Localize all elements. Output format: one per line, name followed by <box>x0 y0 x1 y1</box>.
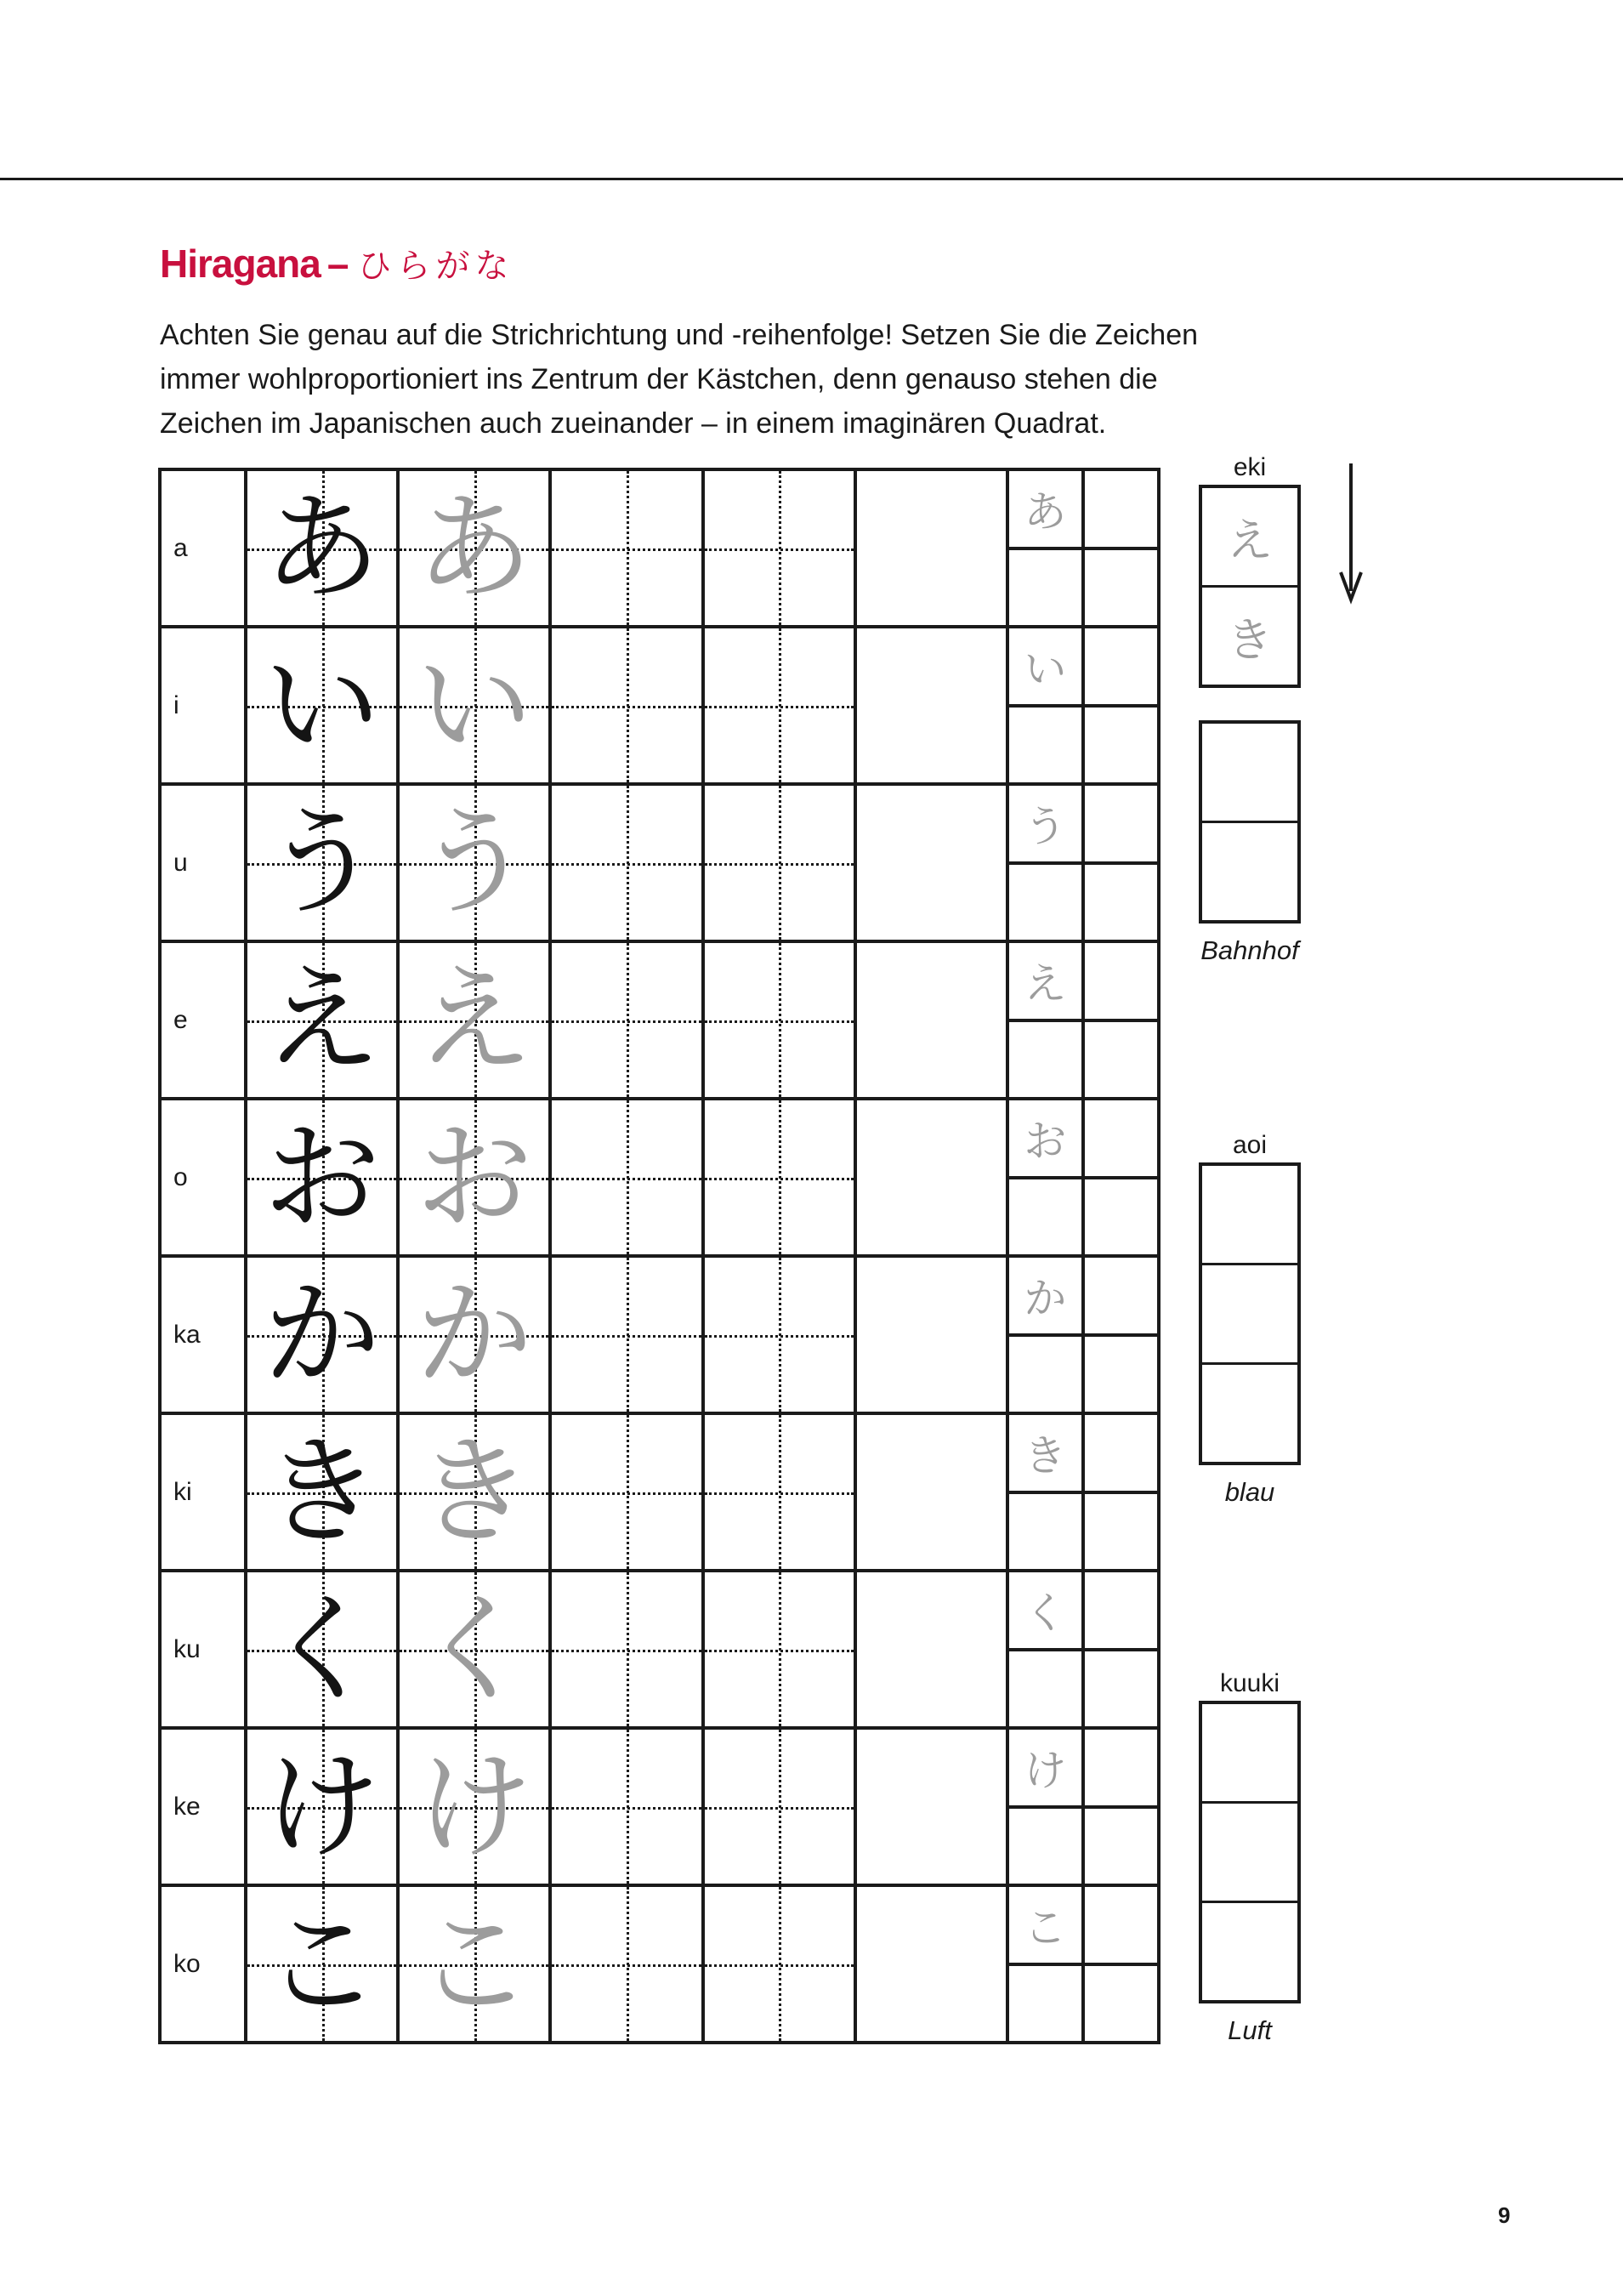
small-practice-cell[interactable] <box>1007 706 1083 785</box>
practice-square[interactable] <box>398 627 550 784</box>
guide-line-vertical <box>779 1572 781 1726</box>
free-practice-cell[interactable] <box>855 784 1007 941</box>
small-practice-cell[interactable] <box>1007 1020 1083 1100</box>
word-box[interactable]: き <box>1202 585 1297 685</box>
word-box[interactable] <box>1202 1801 1297 1901</box>
guide-line-vertical <box>627 1100 629 1254</box>
trace-kana: え <box>415 951 533 1088</box>
practice-square[interactable] <box>398 1413 550 1571</box>
practice-square[interactable] <box>550 1256 702 1413</box>
guide-line-vertical <box>627 1887 629 2041</box>
practice-square[interactable] <box>398 1256 550 1413</box>
practice-square[interactable] <box>550 1571 702 1728</box>
small-trace-kana: え <box>1024 959 1067 1009</box>
word-box[interactable] <box>1202 724 1297 821</box>
small-practice-cell[interactable] <box>1007 1964 1083 2043</box>
word-romaji: eki <box>1233 453 1267 481</box>
word-romaji: kuuki <box>1219 1669 1280 1697</box>
word-box[interactable] <box>1202 1362 1297 1462</box>
trace-kana: あ <box>415 479 533 617</box>
trace-kana: か <box>415 1265 533 1403</box>
small-practice-cell[interactable] <box>1083 1807 1159 1886</box>
small-practice-cell[interactable] <box>1083 469 1159 548</box>
practice-square[interactable] <box>398 1571 550 1728</box>
word-boxes <box>1199 1162 1301 1465</box>
small-practice-cell[interactable] <box>1083 706 1159 785</box>
small-practice-cell[interactable] <box>1007 863 1083 942</box>
guide-line-vertical <box>627 1415 629 1569</box>
small-practice-cell[interactable] <box>1083 1571 1159 1650</box>
page-number: 9 <box>1498 2202 1511 2228</box>
word-practice-kuuki <box>1199 1667 1301 2046</box>
romaji-label: ki <box>160 1413 246 1571</box>
practice-square[interactable] <box>246 1413 398 1571</box>
small-trace-kana: い <box>1024 645 1067 695</box>
practice-square[interactable] <box>398 784 550 941</box>
model-kana-stroke-order: か <box>263 1265 381 1403</box>
trace-kana: き <box>415 1423 533 1560</box>
practice-square[interactable] <box>550 1413 702 1571</box>
practice-square[interactable] <box>550 1885 702 2043</box>
small-kana-cell[interactable] <box>1007 1413 1083 1492</box>
small-practice-cell[interactable] <box>1083 1178 1159 1257</box>
practice-square[interactable] <box>703 1256 855 1413</box>
page-title <box>160 240 514 290</box>
practice-square[interactable] <box>550 1728 702 1885</box>
small-kana-cell[interactable] <box>1007 1885 1083 1964</box>
word-boxes <box>1199 485 1301 688</box>
grid-row-ku <box>160 1571 1159 1650</box>
practice-square[interactable] <box>703 469 855 627</box>
model-kana-stroke-order: お <box>263 1108 381 1246</box>
word-box[interactable] <box>1202 1901 1297 2000</box>
word-box[interactable]: え <box>1227 513 1273 567</box>
romaji-label: ka <box>160 1256 246 1413</box>
small-kana-cell[interactable] <box>1007 1728 1083 1807</box>
guide-line-vertical <box>627 1572 629 1726</box>
guide-line-vertical <box>627 471 629 625</box>
romaji-label: o <box>160 1099 246 1256</box>
grid-row-ka <box>160 1256 1159 1335</box>
model-kana-stroke-order: き <box>263 1423 381 1560</box>
romaji-label: a <box>160 469 246 627</box>
free-practice-cell[interactable] <box>855 627 1007 784</box>
small-practice-cell[interactable] <box>1083 1964 1159 2043</box>
trace-kana: こ <box>415 1895 533 2032</box>
small-practice-cell[interactable] <box>1083 941 1159 1020</box>
guide-line-vertical <box>627 786 629 940</box>
practice-square[interactable] <box>246 1728 398 1885</box>
small-practice-cell[interactable] <box>1083 1492 1159 1571</box>
trace-kana: け <box>415 1737 533 1875</box>
intro-line: Achten Sie genau auf die Strichrichtung und -reihenfolge! Setzen Sie die Zeichen <box>160 319 1199 351</box>
title-dash: – <box>326 242 349 286</box>
trace-kana: い <box>415 636 533 774</box>
grid-row-o <box>160 1099 1159 1178</box>
small-kana-cell[interactable] <box>1007 1571 1083 1650</box>
romaji-label: u <box>160 784 246 941</box>
guide-line-vertical <box>627 628 629 782</box>
practice-square[interactable] <box>703 1885 855 2043</box>
practice-square[interactable] <box>550 784 702 941</box>
model-kana-stroke-order: こ <box>263 1895 381 2032</box>
arrow-down-icon <box>1338 463 1364 606</box>
practice-square[interactable] <box>398 1728 550 1885</box>
word-box[interactable] <box>1202 1166 1297 1263</box>
grid-row-e <box>160 941 1159 1020</box>
practice-square[interactable] <box>703 1571 855 1728</box>
small-trace-kana: お <box>1024 1117 1067 1167</box>
grid-row-ko <box>160 1885 1159 1964</box>
intro-line: Zeichen im Japanischen auch zueinander – in einem imaginären Quadrat. <box>160 407 1107 440</box>
small-kana-cell[interactable] <box>1007 1099 1083 1178</box>
model-kana-stroke-order: あ <box>263 479 381 617</box>
small-practice-cell[interactable] <box>1083 548 1159 628</box>
word-practice-eki <box>1199 451 1301 966</box>
guide-line-vertical <box>627 943 629 1097</box>
guide-line-vertical <box>779 1887 781 2041</box>
practice-square[interactable] <box>246 469 398 627</box>
guide-line-vertical <box>779 1258 781 1412</box>
practice-square[interactable] <box>246 784 398 941</box>
practice-square[interactable] <box>398 941 550 1099</box>
practice-square[interactable] <box>703 1413 855 1571</box>
small-practice-cell[interactable] <box>1007 1178 1083 1257</box>
small-practice-cell[interactable] <box>1007 1335 1083 1414</box>
model-kana-stroke-order: う <box>263 793 381 931</box>
small-kana-cell[interactable] <box>1007 469 1083 548</box>
small-trace-kana: き <box>1024 1431 1067 1481</box>
small-kana-cell[interactable] <box>1007 784 1083 863</box>
free-practice-cell[interactable] <box>855 1099 1007 1256</box>
word-box[interactable] <box>1202 1704 1297 1801</box>
practice-square[interactable] <box>246 627 398 784</box>
romaji-label: e <box>160 941 246 1099</box>
practice-square[interactable] <box>550 469 702 627</box>
practice-grid <box>158 468 1161 2044</box>
trace-kana: お <box>415 1108 533 1246</box>
trace-kana: う <box>415 793 533 931</box>
grid-row-u <box>160 784 1159 863</box>
guide-line-vertical <box>779 1730 781 1884</box>
grid-row-ke <box>160 1728 1159 1807</box>
small-trace-kana: く <box>1024 1588 1067 1639</box>
small-practice-cell[interactable] <box>1083 1335 1159 1414</box>
practice-square[interactable] <box>703 1728 855 1885</box>
small-practice-cell[interactable] <box>1083 1256 1159 1335</box>
grid-row-a <box>160 469 1159 548</box>
small-trace-kana: け <box>1024 1746 1067 1796</box>
word-romaji: aoi <box>1232 1131 1268 1159</box>
small-practice-cell[interactable] <box>1083 1885 1159 1964</box>
small-practice-cell[interactable] <box>1007 1650 1083 1729</box>
guide-line-vertical <box>627 1730 629 1884</box>
small-practice-cell[interactable] <box>1007 1807 1083 1886</box>
small-trace-kana: う <box>1024 802 1067 852</box>
small-practice-cell[interactable] <box>1083 1728 1159 1807</box>
practice-square[interactable] <box>398 469 550 627</box>
guide-line-vertical <box>779 628 781 782</box>
romaji-label: i <box>160 627 246 784</box>
practice-square[interactable] <box>398 1099 550 1256</box>
romaji-label: ke <box>160 1728 246 1885</box>
word-practice-aoi <box>1199 1128 1301 1508</box>
practice-square[interactable] <box>246 1099 398 1256</box>
word-boxes <box>1199 1701 1301 2003</box>
word-box[interactable] <box>1202 821 1297 920</box>
practice-square[interactable] <box>703 784 855 941</box>
small-practice-cell[interactable] <box>1083 627 1159 706</box>
free-practice-cell[interactable] <box>855 1413 1007 1571</box>
free-practice-cell[interactable] <box>855 469 1007 627</box>
guide-line-vertical <box>779 471 781 625</box>
practice-square[interactable] <box>703 627 855 784</box>
model-kana-stroke-order: え <box>263 951 381 1088</box>
practice-square[interactable] <box>246 941 398 1099</box>
word-box[interactable] <box>1202 1263 1297 1362</box>
romaji-label: ku <box>160 1571 246 1728</box>
word-meaning: Luft <box>1228 2015 1272 2045</box>
title-kana: ひらがな <box>357 247 514 286</box>
small-kana-cell[interactable] <box>1007 941 1083 1020</box>
small-practice-cell[interactable] <box>1083 1413 1159 1492</box>
free-practice-cell[interactable] <box>855 1256 1007 1413</box>
small-trace-kana: こ <box>1024 1903 1067 1953</box>
small-practice-cell[interactable] <box>1083 784 1159 863</box>
small-kana-cell[interactable] <box>1007 1256 1083 1335</box>
header-rule <box>0 178 1623 180</box>
practice-square[interactable] <box>550 627 702 784</box>
practice-square[interactable] <box>550 941 702 1099</box>
guide-line-vertical <box>779 943 781 1097</box>
practice-square[interactable] <box>246 1571 398 1728</box>
small-trace-kana: あ <box>1024 487 1067 537</box>
free-practice-cell[interactable] <box>855 941 1007 1099</box>
grid-row-i <box>160 627 1159 706</box>
practice-square[interactable] <box>398 1885 550 2043</box>
small-practice-cell[interactable] <box>1083 863 1159 942</box>
free-practice-cell[interactable] <box>855 1728 1007 1885</box>
model-kana-stroke-order: く <box>263 1580 381 1718</box>
guide-line-vertical <box>779 1100 781 1254</box>
word-meaning: blau <box>1224 1477 1275 1507</box>
small-practice-cell[interactable] <box>1007 548 1083 628</box>
small-practice-cell[interactable] <box>1083 1099 1159 1178</box>
romaji-label: ko <box>160 1885 246 2043</box>
model-kana-stroke-order: い <box>263 636 381 774</box>
small-practice-cell[interactable] <box>1083 1650 1159 1729</box>
small-trace-kana: か <box>1024 1274 1067 1324</box>
practice-square[interactable] <box>550 1099 702 1256</box>
grid-row-ki <box>160 1413 1159 1492</box>
practice-square[interactable] <box>246 1885 398 2043</box>
guide-line-vertical <box>779 1415 781 1569</box>
model-kana-stroke-order: け <box>263 1737 381 1875</box>
small-practice-cell[interactable] <box>1083 1020 1159 1100</box>
trace-kana: く <box>415 1580 533 1718</box>
practice-square[interactable] <box>246 1256 398 1413</box>
intro-line: immer wohlproportioniert ins Zentrum der Kästchen, denn genauso stehen die <box>160 363 1158 395</box>
intro-text <box>160 313 1299 446</box>
small-kana-cell[interactable] <box>1007 627 1083 706</box>
word-practice-boxes <box>1199 720 1301 924</box>
word-meaning: Bahnhof <box>1200 935 1299 965</box>
title-main: Hiragana <box>160 242 321 286</box>
guide-line-vertical <box>779 786 781 940</box>
guide-line-vertical <box>627 1258 629 1412</box>
small-practice-cell[interactable] <box>1007 1492 1083 1571</box>
free-practice-cell[interactable] <box>855 1885 1007 2043</box>
practice-square[interactable] <box>703 941 855 1099</box>
practice-square[interactable] <box>703 1099 855 1256</box>
free-practice-cell[interactable] <box>855 1571 1007 1728</box>
